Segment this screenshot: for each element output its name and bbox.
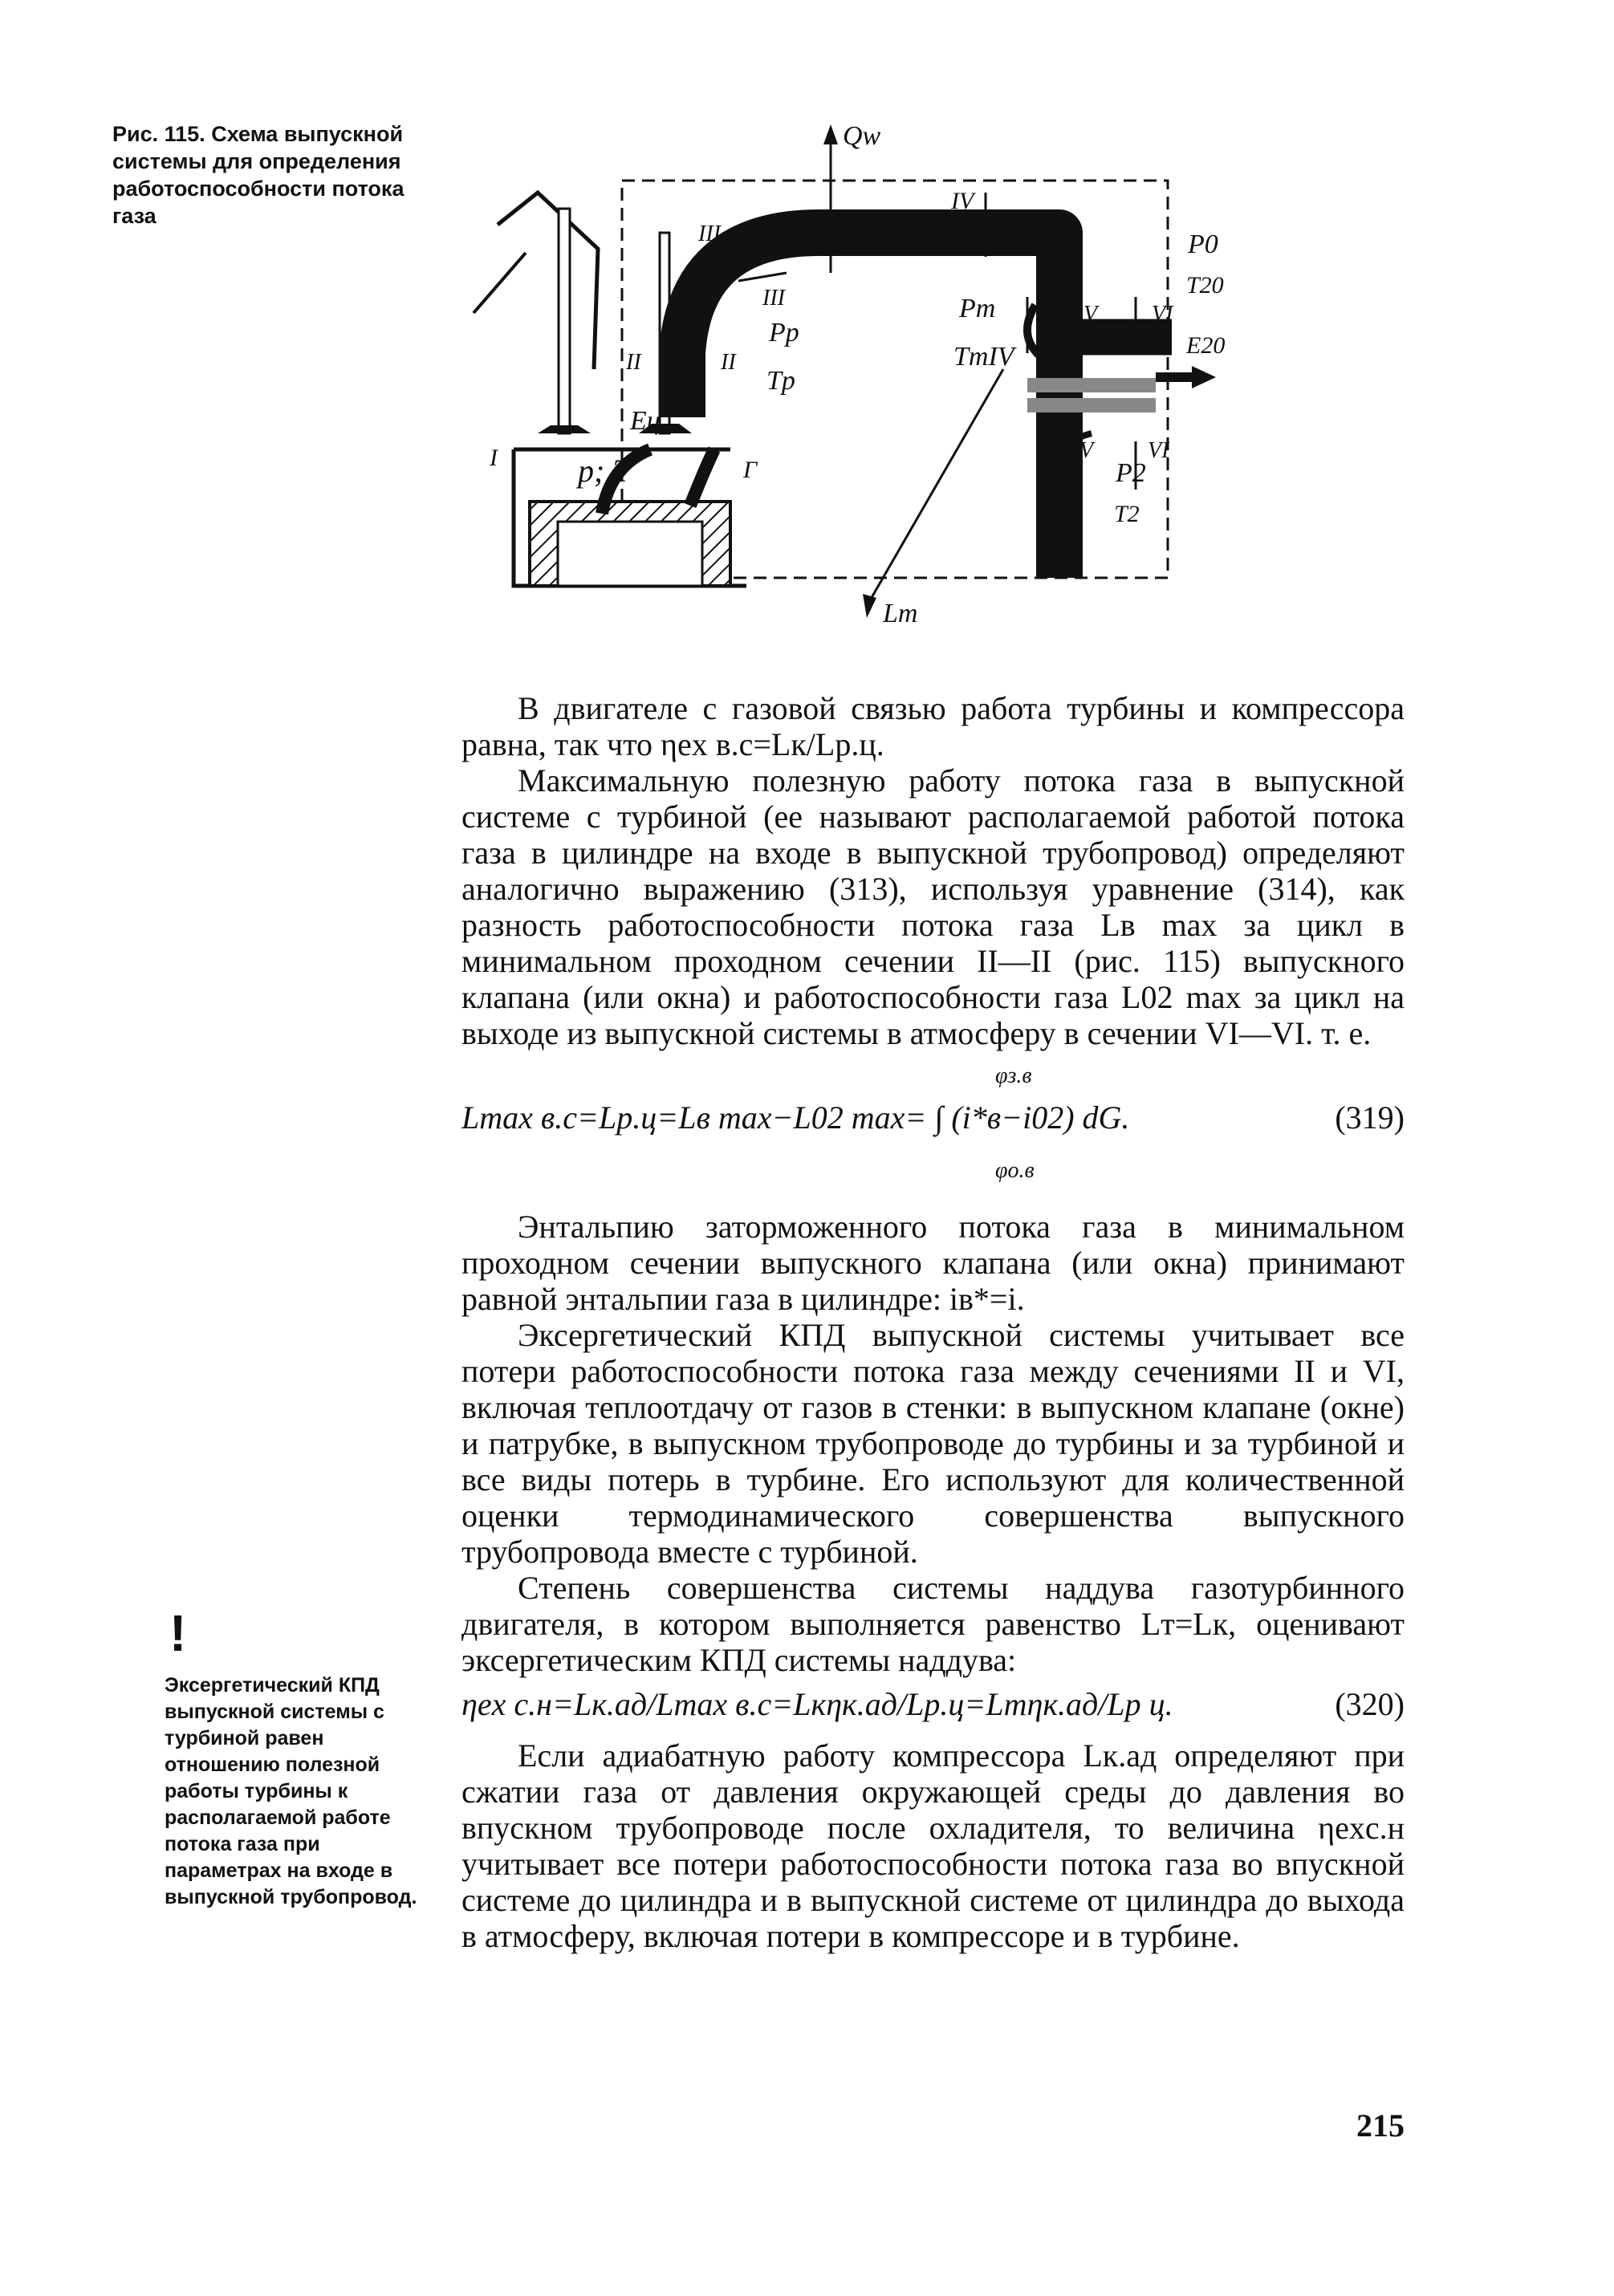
label-tp: Tp xyxy=(766,366,795,396)
label-p0: P0 xyxy=(1188,230,1218,259)
section-line-iii xyxy=(738,273,787,281)
paragraph-4: Эксергетический КПД выпускной системы учитывает все потери работоспособности потока газа между сечениями II и VI, включая теплоотдачу от газов в стенки: в выпускном клапане (окне) и патрубке, в выпускном трубопроводе до турбины и за турбиной и все виды потерь в турбине. Его используют для количественной оценки термодинамического совершенства выпускного трубопровода вместе с турбиной. xyxy=(461,1317,1405,1570)
label-pp: Pp xyxy=(769,318,799,347)
equation-319-number: (319) xyxy=(1335,1099,1405,1136)
paragraph-6: Если адиабатную работу компрессора Lк.ад определяют при сжатии газа от давления окружающей среды до давления во впускном трубопроводе после охладителя, то величина ηexс.н учитывает все потери работоспособности потока газа во впускной системе до цилиндра и в выпускной системе от цилиндра до выхода в атмосферу, включая потери в компрессоре и в турбине. xyxy=(461,1737,1405,1954)
label-qw: Qw xyxy=(843,121,881,151)
label-g: Г xyxy=(743,457,758,483)
turbine-work-arrowhead xyxy=(863,594,876,618)
exclamation-icon: ! xyxy=(169,1604,187,1662)
turbine-work-arrow xyxy=(867,369,1003,606)
label-ii-right: II xyxy=(721,350,736,375)
label-pt: Pт xyxy=(959,294,996,323)
label-p2: P2 xyxy=(1116,458,1146,488)
integral-upper-limit: φз.в xyxy=(995,1063,1032,1088)
label-ii-left: II xyxy=(626,350,641,375)
intake-manifold xyxy=(498,193,598,369)
label-cylinder-state: p; T xyxy=(578,453,631,489)
page-number: 215 xyxy=(1356,2107,1405,2144)
exhaust-system-diagram xyxy=(449,112,1332,626)
paragraph-2: Максимальную полезную работу потока газа в выпускной системе с турбиной (ее называют располагаемой работой потока газа в цилиндре на входе в выпускной трубопровод) определяют аналогично выражению (313), используя уравнение (314), как разность работоспособности потока газа Lв max за цикл в минимальном проходном сечении II—II (рис. 115) выпускного клапана (или окна) и работоспособности газа L02 max за цикл на выходе из выпускной системы в атмосферу в сечении VI—VI. т. е. xyxy=(461,762,1405,1051)
label-ttiv: TтIV xyxy=(953,342,1014,372)
label-e20: E20 xyxy=(1186,332,1226,359)
equation-320 xyxy=(461,1681,1405,1729)
label-lt: Lт xyxy=(883,599,918,626)
equation-320-number: (320) xyxy=(1335,1686,1405,1722)
diagram-svg xyxy=(449,112,1332,626)
piston-cavity xyxy=(558,522,702,586)
intake-valve-head xyxy=(538,425,591,433)
label-v-bottom: V xyxy=(1079,438,1094,463)
margin-note-text: Эксергетический КПД выпускной системы с турбиной равен отношению полезной работы турбины к располагаемой работе потока газа при параметрах на входе в выпускной трубопровод. xyxy=(165,1674,417,1908)
equation-320-expression: ηex с.н=Lк.ад/Lmax в.с=Lкηк.ад/Lр.ц=Lтηк.ад/Lр ц. xyxy=(461,1686,1173,1722)
exit-arrow-head xyxy=(1192,366,1216,388)
gas-flow-arrow-right xyxy=(690,449,714,506)
label-t2: T2 xyxy=(1114,501,1140,527)
figure-caption: Рис. 115. Схема выпускной системы для определения работоспособности потока газа xyxy=(112,122,405,228)
label-v-top: V xyxy=(1083,302,1098,327)
label-iii-mid: III xyxy=(762,286,785,311)
label-t20: T20 xyxy=(1186,272,1224,299)
intake-line xyxy=(474,253,526,313)
label-vi-top: VI xyxy=(1152,302,1173,327)
main-text xyxy=(461,690,1405,1954)
label-iv: IV xyxy=(951,188,974,214)
margin-note xyxy=(165,1605,429,1911)
equation-319-expression: Lmax в.с=Lр.ц=Lв max−L02 max= ∫ (i*в−i02) dG. xyxy=(461,1099,1130,1136)
paragraph-1: В двигателе с газовой связью работа турбины и компрессора равна, так что ηex в.с=Lк/Lр.ц. xyxy=(461,690,1405,762)
label-i: I xyxy=(490,445,498,471)
label-ets: Eц xyxy=(630,406,661,436)
paragraph-3: Энтальпию заторможенного потока газа в минимальном проходном сечении выпускного клапана (или окна) принимают равной энтальпии газа в цилиндре: iв*=i. xyxy=(461,1209,1405,1317)
equation-319 xyxy=(461,1058,1405,1194)
paragraph-5: Степень совершенства системы наддува газотурбинного двигателя, в котором выполняется равенство Lт=Lк, оценивают эксергетическим КПД системы наддува: xyxy=(461,1570,1405,1678)
intake-valve-stem xyxy=(559,209,570,433)
label-vi-bottom: VI xyxy=(1148,438,1169,463)
label-iii-top: III xyxy=(698,221,721,246)
heat-loss-arrowhead xyxy=(823,124,838,144)
exhaust-pipe xyxy=(682,233,1059,578)
integral-lower-limit: φо.в xyxy=(995,1158,1035,1183)
